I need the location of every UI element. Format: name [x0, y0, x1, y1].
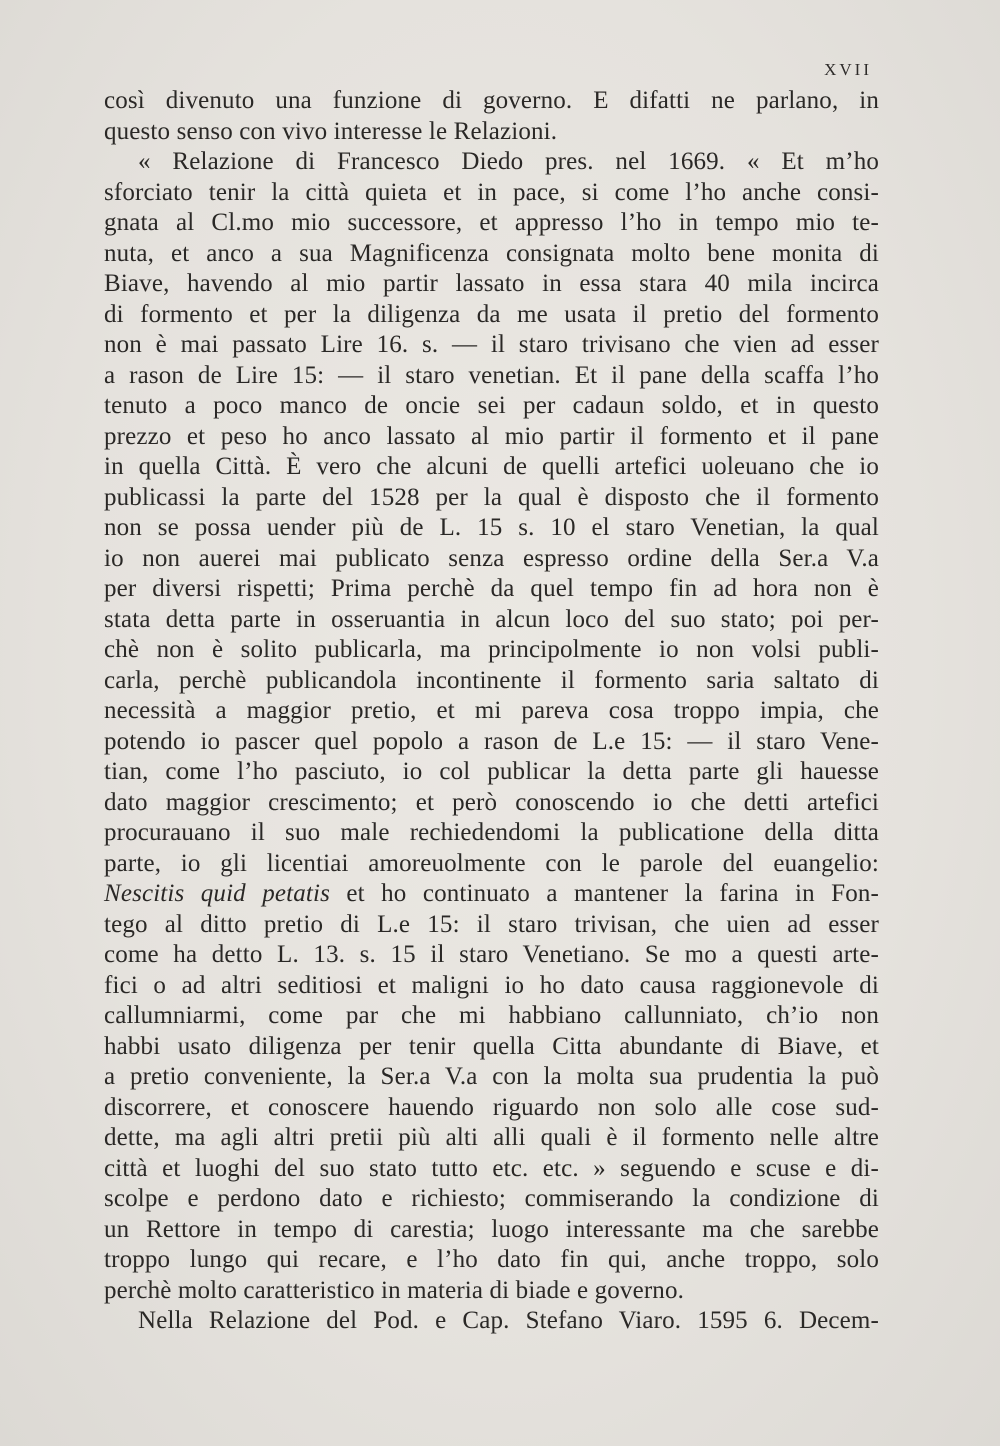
text-line — [104, 1154, 879, 1185]
text-line — [104, 727, 879, 758]
line-text: et ho continuato a mantener la farina in Fon- — [329, 880, 879, 907]
line-text: Biave, havendo al mio partir lassato in essa stara 40 mila incirca — [104, 270, 879, 297]
line-text: come ha detto L. 13. s. 15 il staro Venetiano. Se mo a questi arte- — [104, 941, 879, 968]
text-line — [104, 635, 879, 666]
text-line — [104, 1123, 879, 1154]
text-line — [104, 788, 879, 819]
text-line — [104, 1093, 879, 1124]
line-text: a rason de Lire 15: — il staro venetian. Et il pane della scaffa l’ho — [104, 361, 879, 389]
line-text: dette, ma agli altri pretii più alti alli quali è il formento nelle altre — [104, 1124, 879, 1151]
text-line — [104, 1306, 879, 1337]
text-line — [104, 86, 879, 117]
text-line — [104, 330, 879, 361]
line-text: di formento et per la diligenza da me usata il pretio del formento — [104, 300, 879, 328]
line-text: « Relazione di Francesco Diedo pres. nel 1669. « Et m’ho — [138, 148, 879, 175]
text-line — [104, 361, 879, 392]
text-line — [104, 818, 879, 849]
line-text: non se possa uender più de L. 15 s. 10 el staro Venetian, la qual — [104, 514, 879, 541]
line-text: a pretio conveniente, la Ser.a V.a con la molta sua prudentia la può — [104, 1063, 879, 1090]
text-line — [104, 1062, 879, 1093]
text-line — [104, 849, 879, 880]
line-text: dato maggior crescimento; et però conoscendo io che detti artefici — [104, 788, 879, 816]
line-text: tenuto a poco manco de oncie sei per cadaun soldo, et in questo — [104, 392, 879, 419]
line-text: habbi usato diligenza per tenir quella Citta abundante di Biave, et — [104, 1032, 879, 1060]
line-text: fici o ad altri seditiosi et maligni io ho dato causa raggionevole di — [104, 971, 879, 999]
text-line — [104, 1032, 879, 1063]
text-line — [104, 910, 879, 941]
line-text: callumniarmi, come par che mi habbiano callunniato, ch’io non — [104, 1002, 879, 1029]
text-line — [104, 605, 879, 636]
text-line — [104, 1001, 879, 1032]
line-text: necessità a maggior pretio, et mi pareva cosa troppo impia, che — [104, 697, 879, 724]
text-line — [104, 269, 879, 300]
text-line — [104, 971, 879, 1002]
line-text: procurauano il suo male rechiedendomi la publicatione della ditta — [104, 819, 879, 846]
text-line — [104, 666, 879, 697]
text-line — [104, 1276, 879, 1307]
line-text: un Rettore in tempo di carestia; luogo interessante ma che sarebbe — [104, 1215, 879, 1243]
text-line — [104, 147, 879, 178]
line-text: questo senso con vivo interesse le Relazioni. — [104, 117, 558, 145]
text-line — [104, 1215, 879, 1246]
text-line — [104, 117, 879, 148]
line-text: nuta, et anco a sua Magnificenza consignata molto bene monita di — [104, 239, 879, 267]
text-line — [104, 178, 879, 209]
line-text: parte, io gli licentiai amoreuolmente con le parole del euangelio: — [104, 849, 879, 877]
line-text: perchè molto caratteristico in materia di biade e governo. — [104, 1276, 684, 1304]
line-text: stata detta parte in osseruantia in alcun loco del suo stato; poi per- — [104, 605, 879, 633]
text-line — [104, 1184, 879, 1215]
line-text: città et luoghi del suo stato tutto etc. etc. » seguendo e scuse e di- — [104, 1154, 879, 1182]
page-number: XVII — [824, 60, 872, 79]
line-text: potendo io pascer quel popolo a rason de L.e 15: — il staro Vene- — [104, 727, 879, 755]
text-line — [104, 574, 879, 605]
text-line — [104, 300, 879, 331]
text-line — [104, 757, 879, 788]
text-line — [104, 239, 879, 270]
body-text — [104, 86, 879, 1337]
line-text: chè non è solito publicarla, ma principolmente io non volsi publi- — [104, 636, 879, 663]
text-line — [104, 391, 879, 422]
line-text: per diversi rispetti; Prima perchè da quel tempo fin ad hora non è — [104, 575, 879, 602]
line-text: io non auerei mai publicato senza espresso ordine della Ser.a V.a — [104, 544, 879, 572]
line-text: scolpe e perdono dato e richiesto; commiserando la condizione di — [104, 1185, 879, 1212]
italic-phrase: Nescitis quid petatis — [104, 880, 330, 907]
line-text: così divenuto una funzione di governo. E difatti ne parlano, in — [104, 87, 879, 114]
line-text: in quella Città. È vero che alcuni de quelli artefici uoleuano che io — [104, 453, 879, 480]
line-text: troppo lungo qui recare, e l’ho dato fin qui, anche troppo, solo — [104, 1246, 879, 1273]
text-line — [104, 940, 879, 971]
line-text: gnata al Cl.mo mio successore, et appresso l’ho in tempo mio te- — [104, 209, 879, 236]
text-line — [104, 879, 879, 910]
text-line — [104, 208, 879, 239]
line-text: discorrere, et conoscere hauendo riguardo non solo alle cose sud- — [104, 1093, 879, 1121]
text-line — [104, 696, 879, 727]
line-text: prezzo et peso ho anco lassato al mio partir il formento et il pane — [104, 422, 879, 450]
text-line — [104, 452, 879, 483]
line-text: sforciato tenir la città quieta et in pace, si come l’ho anche consi- — [104, 178, 879, 206]
text-line — [104, 483, 879, 514]
text-line — [104, 513, 879, 544]
line-text: publicassi la parte del 1528 per la qual è disposto che il formento — [104, 483, 879, 511]
text-line — [104, 1245, 879, 1276]
line-text: Nella Relazione del Pod. e Cap. Stefano Viaro. 1595 6. Decem- — [138, 1307, 879, 1334]
line-text: tian, come l’ho pasciuto, io col publicar la detta parte gli hauesse — [104, 758, 879, 785]
line-text: tego al ditto pretio di L.e 15: il staro trivisan, che uien ad esser — [104, 910, 879, 938]
line-text: non è mai passato Lire 16. s. — il staro trivisano che vien ad esser — [104, 331, 879, 358]
text-line — [104, 422, 879, 453]
line-text: carla, perchè publicandola incontinente il formento saria saltato di — [104, 666, 879, 694]
text-line — [104, 544, 879, 575]
